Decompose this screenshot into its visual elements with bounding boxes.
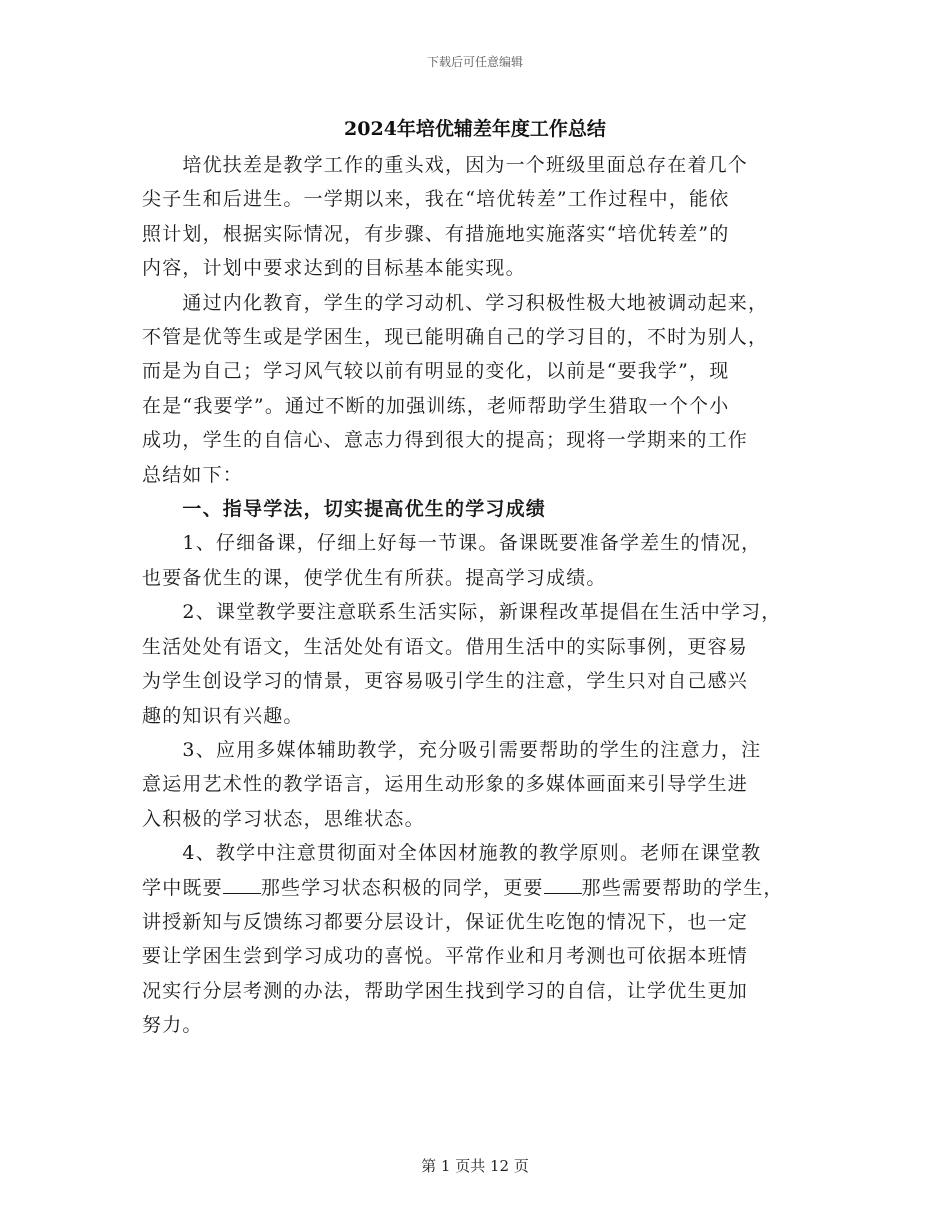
text-segment: 努力。 — [142, 1014, 203, 1037]
text-segment: 趣的知识有兴趣。 — [142, 704, 304, 727]
text-segment: 总结如下： — [142, 463, 244, 486]
text-segment: 尖子生和后进生。一学期以来，我在“培优转差”工作过程中，能依 — [142, 188, 730, 211]
section-heading — [142, 492, 832, 526]
text-segment: 在是“我要学”。通过不断的加强训练，老师帮助学生猎取一个个小 — [142, 394, 730, 417]
text-segment: 讲授新知与反馈练习都要分层设计，保证优生吃饱的情况下，也一定 — [142, 910, 749, 933]
text-line — [142, 630, 832, 664]
text-segment: 培优扶差是教学工作的重头戏，因为一个班级里面总存在着几个 — [142, 154, 749, 176]
text-segment: 3、应用多媒体辅助教学，充分吸引需要帮助的学生的注意力，注 — [142, 738, 762, 761]
page-number-footer: 第 1 页共 12 页 — [421, 1157, 529, 1175]
body-paragraph — [142, 836, 832, 1042]
text-segment: 意运用艺术性的教学语言，运用生动形象的多媒体画面来引导学生进 — [142, 773, 749, 796]
text-segment: 也要备优生的课，使学优生有所获。提高学习成绩。 — [142, 566, 607, 589]
text-line — [142, 423, 832, 457]
text-segment: 成功，学生的自信心、意志力得到很大的提高；现将一学期来的工作 — [142, 429, 749, 452]
body-paragraph — [142, 733, 832, 836]
text-line — [142, 905, 832, 939]
text-segment: 4、教学中注意贯彻面对全体因材施教的教学原则。老师在课堂教 — [142, 842, 762, 865]
text-line — [142, 217, 832, 251]
text-line — [142, 1008, 832, 1042]
text-line — [142, 286, 832, 320]
text-segment: 不管是优等生或是学困生，现已能明确自己的学习目的，不时为别人， — [142, 326, 769, 349]
text-line — [142, 836, 832, 870]
text-line — [142, 389, 832, 423]
text-segment: 为学生创设学习的情景，更容易吸引学生的注意，学生只对自己感兴 — [142, 670, 749, 693]
text-line — [142, 561, 832, 595]
text-line — [142, 458, 832, 492]
page-header-note: 下载后可任意编辑 — [426, 55, 523, 69]
document-title: 2024年培优辅差年度工作总结 — [344, 118, 606, 140]
text-segment: 要让学困生尝到学习成功的喜悦。平常作业和月考测也可依据本班情 — [142, 945, 749, 968]
body-paragraph — [142, 286, 832, 492]
text-segment: 而是为自己；学习风气较以前有明显的变化，以前是“要我学”，现 — [142, 360, 730, 383]
text-line — [142, 148, 832, 182]
text-line — [142, 251, 832, 285]
text-line — [142, 526, 832, 560]
text-line — [142, 802, 832, 836]
text-line — [142, 939, 832, 973]
body-paragraph — [142, 595, 832, 733]
text-segment: 入积极的学习状态，思维状态。 — [142, 807, 425, 830]
text-segment: 内容，计划中要求达到的目标基本能实现。 — [142, 257, 526, 280]
text-line — [142, 354, 832, 388]
text-segment: 照计划，根据实际情况，有步骤、有措施地实施落实“培优转差”的 — [142, 222, 730, 245]
text-line — [142, 595, 832, 629]
fill-in-blank — [544, 877, 582, 894]
body-paragraph — [142, 148, 832, 286]
text-line — [142, 871, 832, 905]
text-segment: 况实行分层考测的办法，帮助学困生找到学习的自信，让学优生更加 — [142, 979, 749, 1002]
text-line — [142, 733, 832, 767]
text-line — [142, 320, 832, 354]
text-segment: 一、指导学法，切实提高优生的学习成绩 — [142, 498, 547, 521]
text-segment: 那些学习状态积极的同学，更要 — [260, 876, 544, 899]
text-line — [142, 182, 832, 216]
text-segment: 2、课堂教学要注意联系生活实际，新课程改革提倡在生活中学习， — [142, 601, 782, 624]
text-line — [142, 767, 832, 801]
body-paragraph — [142, 526, 832, 595]
text-line — [142, 699, 832, 733]
text-segment: 生活处处有语文，生活处处有语文。借用生活中的实际事例，更容易 — [142, 635, 749, 658]
text-line — [142, 664, 832, 698]
text-segment: 那些需要帮助的学生， — [581, 876, 784, 899]
document-body — [142, 148, 832, 1043]
fill-in-blank — [223, 877, 261, 894]
text-segment: 1、仔细备课，仔细上好每一节课。备课既要准备学差生的情况， — [142, 532, 762, 555]
text-line — [142, 974, 832, 1008]
text-line — [142, 492, 832, 526]
text-segment: 学中既要 — [142, 876, 223, 899]
text-segment: 通过内化教育，学生的学习动机、学习积极性极大地被调动起来， — [142, 291, 769, 314]
